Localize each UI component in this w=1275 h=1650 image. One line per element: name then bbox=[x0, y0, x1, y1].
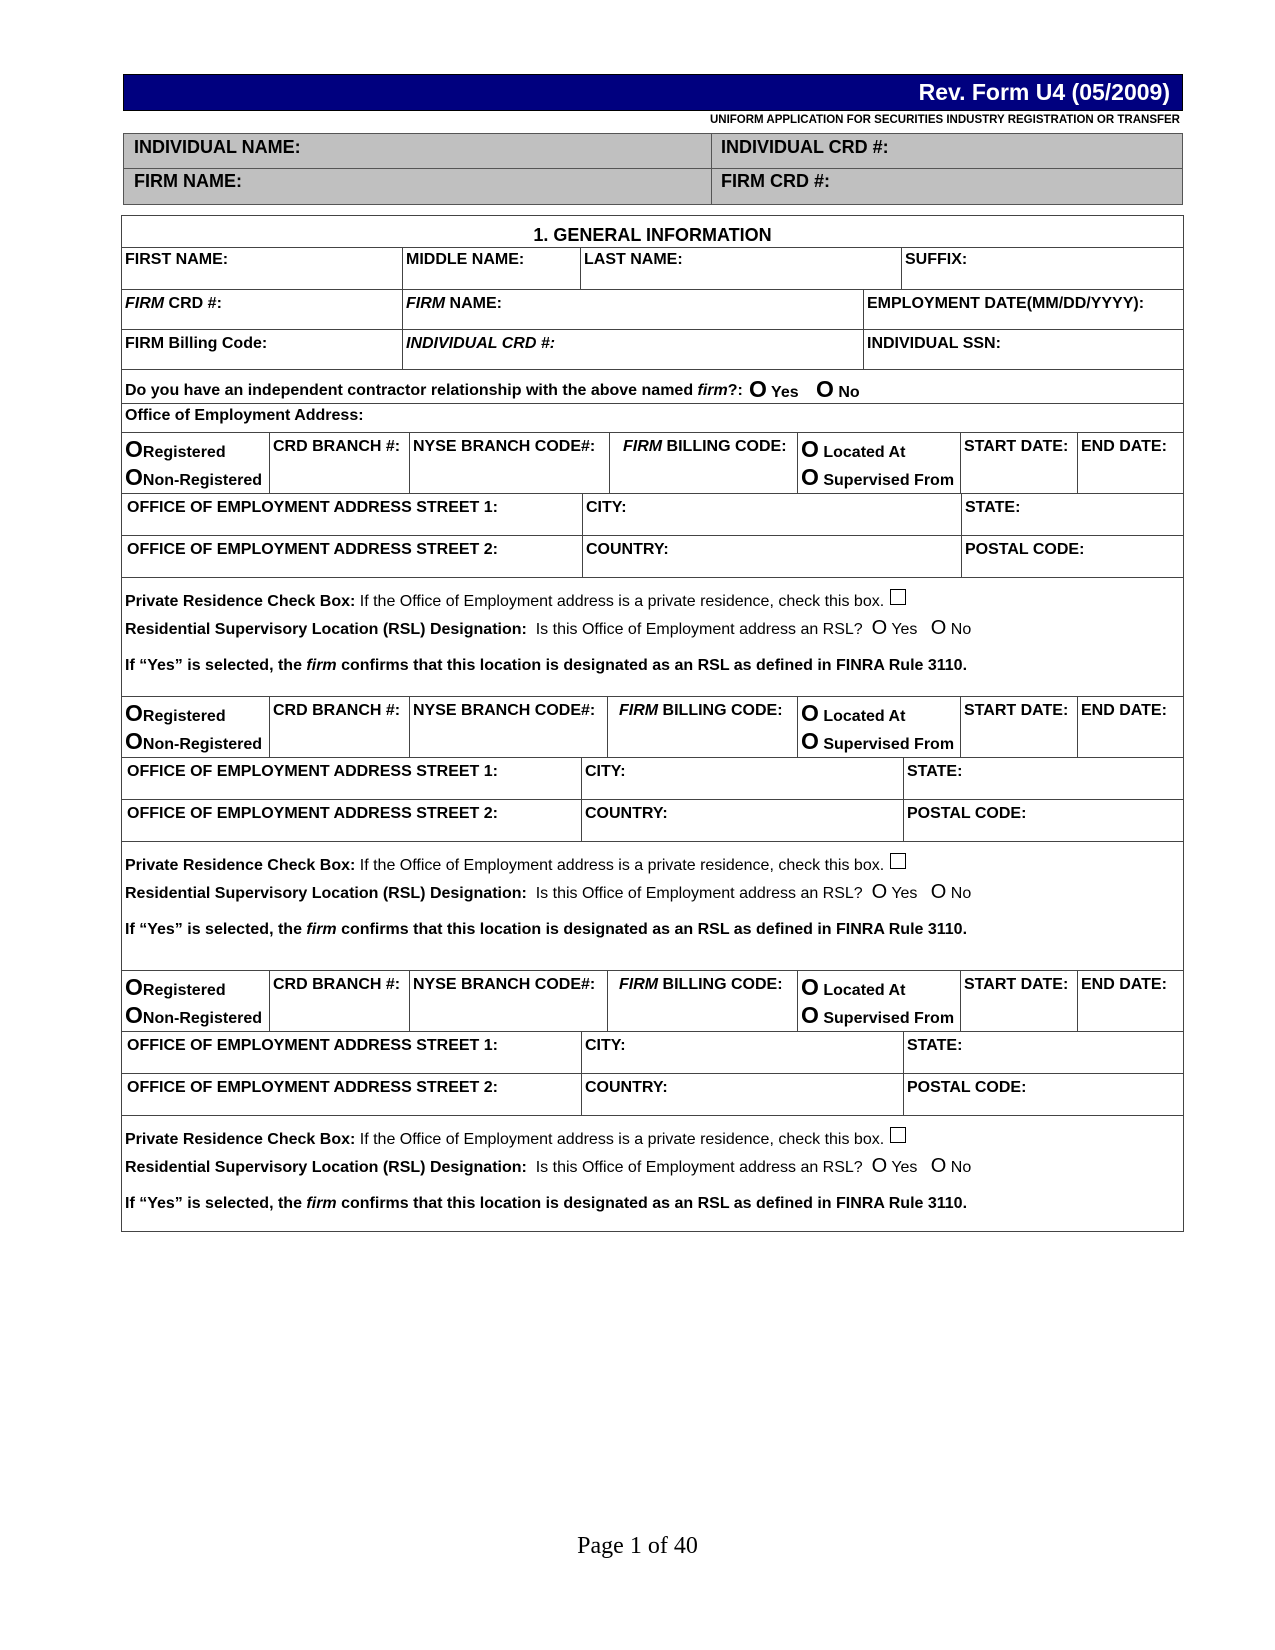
located-at-radio[interactable]: O Located At bbox=[801, 436, 906, 462]
private-residence-line: Private Residence Check Box: If the Office of Employment address is a private residence, check this box. bbox=[125, 589, 906, 611]
street2-label: OFFICE OF EMPLOYMENT ADDRESS STREET 2: bbox=[127, 541, 498, 558]
last-name-label: LAST NAME: bbox=[584, 251, 683, 268]
firm-crd-label: FIRM CRD #: bbox=[721, 171, 830, 191]
private-residence-line: Private Residence Check Box: If the Office of Employment address is a private residence, check this box. bbox=[125, 853, 906, 875]
individual-ssn-label: INDIVIDUAL SSN: bbox=[867, 335, 1001, 352]
firm-billing-code-field: FIRM BILLING CODE: bbox=[623, 438, 787, 455]
section-title: 1. GENERAL INFORMATION bbox=[533, 225, 772, 245]
street1-label: OFFICE OF EMPLOYMENT ADDRESS STREET 1: bbox=[127, 1037, 498, 1054]
private-residence-checkbox[interactable] bbox=[890, 853, 906, 869]
private-residence-checkbox[interactable] bbox=[890, 1127, 906, 1143]
contractor-question: Do you have an independent contractor relationship with the above named firm?: bbox=[125, 382, 743, 399]
crd-branch-label: CRD BRANCH #: bbox=[273, 438, 401, 455]
employment-date-label: EMPLOYMENT DATE(MM/DD/YYYY): bbox=[867, 295, 1145, 312]
start-date-label: START DATE: bbox=[964, 438, 1069, 455]
non-registered-radio[interactable]: ONon-Registered bbox=[125, 728, 263, 754]
city-label: CITY: bbox=[585, 763, 626, 780]
end-date-label: END DATE: bbox=[1081, 702, 1167, 719]
firm-name-field-label: FIRM NAME: bbox=[406, 295, 502, 312]
suffix-label: SUFFIX: bbox=[905, 251, 968, 268]
supervised-from-radio[interactable]: O Supervised From bbox=[801, 728, 955, 754]
private-residence-checkbox[interactable] bbox=[890, 589, 906, 605]
firm-billing-code-field: FIRM BILLING CODE: bbox=[619, 702, 783, 719]
form-title-bar bbox=[123, 74, 1183, 111]
registered-radio[interactable]: ORegistered bbox=[125, 700, 226, 726]
located-at-radio[interactable]: O Located At bbox=[801, 974, 906, 1000]
individual-crd-label: INDIVIDUAL CRD #: bbox=[721, 137, 889, 157]
crd-branch-label: CRD BRANCH #: bbox=[273, 976, 401, 993]
firm-crd-field-label: FIRM CRD #: bbox=[125, 295, 222, 312]
non-registered-radio[interactable]: ONon-Registered bbox=[125, 1002, 263, 1028]
rsl-confirm-text: If “Yes” is selected, the firm confirms that this location is designated as an RSL as defined in FINRA Rule 3110. bbox=[125, 657, 968, 674]
street1-label: OFFICE OF EMPLOYMENT ADDRESS STREET 1: bbox=[127, 499, 498, 516]
street1-label: OFFICE OF EMPLOYMENT ADDRESS STREET 1: bbox=[127, 763, 498, 780]
form-subtitle: UNIFORM APPLICATION FOR SECURITIES INDUSTRY REGISTRATION OR TRANSFER bbox=[709, 114, 1180, 126]
located-at-radio[interactable]: O Located At bbox=[801, 700, 906, 726]
state-label: STATE: bbox=[965, 499, 1021, 516]
first-name-label: FIRST NAME: bbox=[125, 251, 229, 268]
form-revision: Rev. Form U4 (05/2009) bbox=[918, 79, 1170, 105]
nyse-branch-label: NYSE BRANCH CODE#: bbox=[413, 976, 596, 993]
rsl-line: Residential Supervisory Location (RSL) Designation: Is this Office of Employment address an RSL? O Yes O No bbox=[125, 617, 972, 639]
postal-code-label: POSTAL CODE: bbox=[907, 805, 1027, 822]
country-label: COUNTRY: bbox=[585, 805, 668, 822]
rsl-confirm-text: If “Yes” is selected, the firm confirms that this location is designated as an RSL as defined in FINRA Rule 3110. bbox=[125, 921, 968, 938]
individual-crd-field-label: INDIVIDUAL CRD #: bbox=[406, 335, 556, 352]
rsl-confirm-text: If “Yes” is selected, the firm confirms that this location is designated as an RSL as defined in FINRA Rule 3110. bbox=[125, 1195, 968, 1212]
state-label: STATE: bbox=[907, 1037, 963, 1054]
postal-code-label: POSTAL CODE: bbox=[907, 1079, 1027, 1096]
street2-label: OFFICE OF EMPLOYMENT ADDRESS STREET 2: bbox=[127, 805, 498, 822]
end-date-label: END DATE: bbox=[1081, 976, 1167, 993]
general-information-section bbox=[121, 215, 1184, 1232]
supervised-from-radio[interactable]: O Supervised From bbox=[801, 464, 955, 490]
private-residence-line: Private Residence Check Box: If the Office of Employment address is a private residence, check this box. bbox=[125, 1127, 906, 1149]
postal-code-label: POSTAL CODE: bbox=[965, 541, 1085, 558]
firm-name-label: FIRM NAME: bbox=[134, 171, 242, 191]
start-date-label: START DATE: bbox=[964, 702, 1069, 719]
nyse-branch-label: NYSE BRANCH CODE#: bbox=[413, 438, 596, 455]
registered-radio[interactable]: ORegistered bbox=[125, 974, 226, 1000]
non-registered-radio[interactable]: ONon-Registered bbox=[125, 464, 263, 490]
country-label: COUNTRY: bbox=[586, 541, 669, 558]
nyse-branch-label: NYSE BRANCH CODE#: bbox=[413, 702, 596, 719]
rsl-line: Residential Supervisory Location (RSL) Designation: Is this Office of Employment address an RSL? O Yes O No bbox=[125, 881, 972, 903]
page-number: Page 1 of 40 bbox=[577, 1533, 698, 1559]
street2-label: OFFICE OF EMPLOYMENT ADDRESS STREET 2: bbox=[127, 1079, 498, 1096]
rsl-no-radio[interactable]: O No bbox=[930, 881, 972, 903]
contractor-yes-radio[interactable]: O Yes bbox=[749, 376, 799, 402]
start-date-label: START DATE: bbox=[964, 976, 1069, 993]
contractor-no-radio[interactable]: O No bbox=[816, 376, 860, 402]
registered-radio[interactable]: ORegistered bbox=[125, 436, 226, 462]
city-label: CITY: bbox=[586, 499, 627, 516]
rsl-line: Residential Supervisory Location (RSL) Designation: Is this Office of Employment address an RSL? O Yes O No bbox=[125, 1155, 972, 1177]
rsl-no-radio[interactable]: O No bbox=[930, 1155, 972, 1177]
rsl-yes-radio[interactable]: O Yes bbox=[871, 617, 918, 639]
rsl-no-radio[interactable]: O No bbox=[930, 617, 972, 639]
rsl-yes-radio[interactable]: O Yes bbox=[871, 1155, 918, 1177]
firm-billing-code-label: FIRM Billing Code: bbox=[125, 335, 268, 352]
firm-billing-code-field: FIRM BILLING CODE: bbox=[619, 976, 783, 993]
end-date-label: END DATE: bbox=[1081, 438, 1167, 455]
middle-name-label: MIDDLE NAME: bbox=[406, 251, 525, 268]
crd-branch-label: CRD BRANCH #: bbox=[273, 702, 401, 719]
state-label: STATE: bbox=[907, 763, 963, 780]
individual-name-label: INDIVIDUAL NAME: bbox=[134, 137, 301, 157]
office-address-label: Office of Employment Address: bbox=[125, 407, 364, 424]
rsl-yes-radio[interactable]: O Yes bbox=[871, 881, 918, 903]
identification-box bbox=[123, 133, 1183, 205]
country-label: COUNTRY: bbox=[585, 1079, 668, 1096]
city-label: CITY: bbox=[585, 1037, 626, 1054]
supervised-from-radio[interactable]: O Supervised From bbox=[801, 1002, 955, 1028]
